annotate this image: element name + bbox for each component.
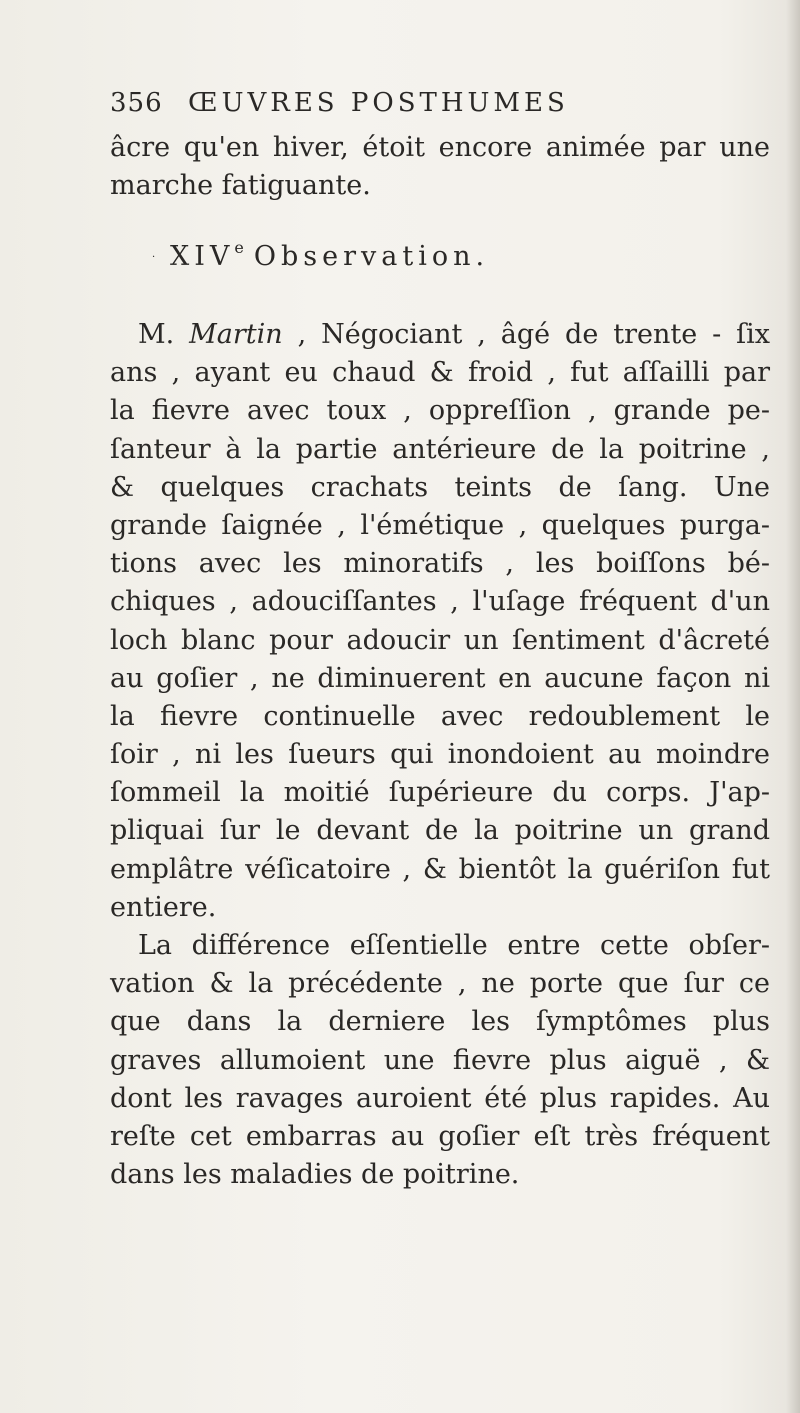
intro-line: marche fatiguante. xyxy=(110,170,371,202)
paragraph-line: ans , ayant eu chaud & froid , fut aſſailli par xyxy=(110,357,770,389)
observation-heading: · XIVe Observation. xyxy=(152,238,490,272)
running-header xyxy=(110,88,670,118)
paragraph-line: loch blanc pour adoucir un ſentiment d'âcreté xyxy=(110,624,770,656)
paragraph-line: ſoir , ni les ſueurs qui inondoient au moindre xyxy=(110,739,770,771)
paragraph-line: ſanteur à la partie antérieure de la poitrine , xyxy=(110,433,770,465)
paragraph-line: la fievre continuelle avec redoublement le xyxy=(110,700,770,732)
paragraph-line: au goſier , ne diminuerent en aucune façon ni xyxy=(110,662,770,694)
observation-superscript: e xyxy=(234,238,244,257)
observation-number: XIV xyxy=(170,241,235,272)
observation-title: Observation. xyxy=(253,241,490,272)
paragraph-line: dont les ravages auroient été plus rapides. Au xyxy=(110,1082,770,1114)
running-title: ŒUVRES POSTHUMES xyxy=(188,88,569,118)
paragraph-line: emplâtre véſicatoire , & bientôt la guériſon fut xyxy=(110,853,770,885)
paragraph-line: pliquai ſur le devant de la poitrine un grand xyxy=(110,815,770,847)
paragraph-2 xyxy=(110,927,770,1194)
paragraph-line: La différence eſſentielle entre cette obſer- xyxy=(138,930,770,961)
person-name: Martin xyxy=(189,319,283,350)
page-number: 356 xyxy=(110,88,163,118)
paragraph-line: ſommeil la moitié ſupérieure du corps. J'ap- xyxy=(110,777,770,809)
page-edge-shadow xyxy=(786,0,800,1413)
paragraph-line: & quelques crachats teints de ſang. Une xyxy=(110,471,770,503)
intro-line: âcre qu'en hiver, étoit encore animée par une xyxy=(110,132,770,163)
intro-text xyxy=(110,129,770,205)
paragraph-line: dans les maladies de poitrine. xyxy=(110,1159,520,1191)
paragraph-line: vation & la précédente , ne porte que ſur ce xyxy=(110,968,770,1000)
paragraph-line: graves allumoient une fievre plus aiguë , & xyxy=(110,1044,770,1076)
paragraph-line: grande ſaignée , l'émétique , quelques purga- xyxy=(110,509,770,541)
paragraph-line: M. Martin , Négociant , âgé de trente - ſix xyxy=(138,319,770,350)
paragraph-line: reſte cet embarras au goſier eſt très fréquent xyxy=(110,1120,770,1152)
paragraph-line: la fievre avec toux , oppreſſion , grande pe- xyxy=(110,395,770,427)
paragraph-1 xyxy=(110,316,770,927)
paragraph-line: tions avec les minoratifs , les boiſſons bé- xyxy=(110,548,770,580)
paragraph-line: entiere. xyxy=(110,891,217,923)
paragraph-line: que dans la derniere les ſymptômes plus xyxy=(110,1006,770,1038)
paragraph-line: chiques , adouciſſantes , l'uſage fréquent d'un xyxy=(110,586,770,618)
